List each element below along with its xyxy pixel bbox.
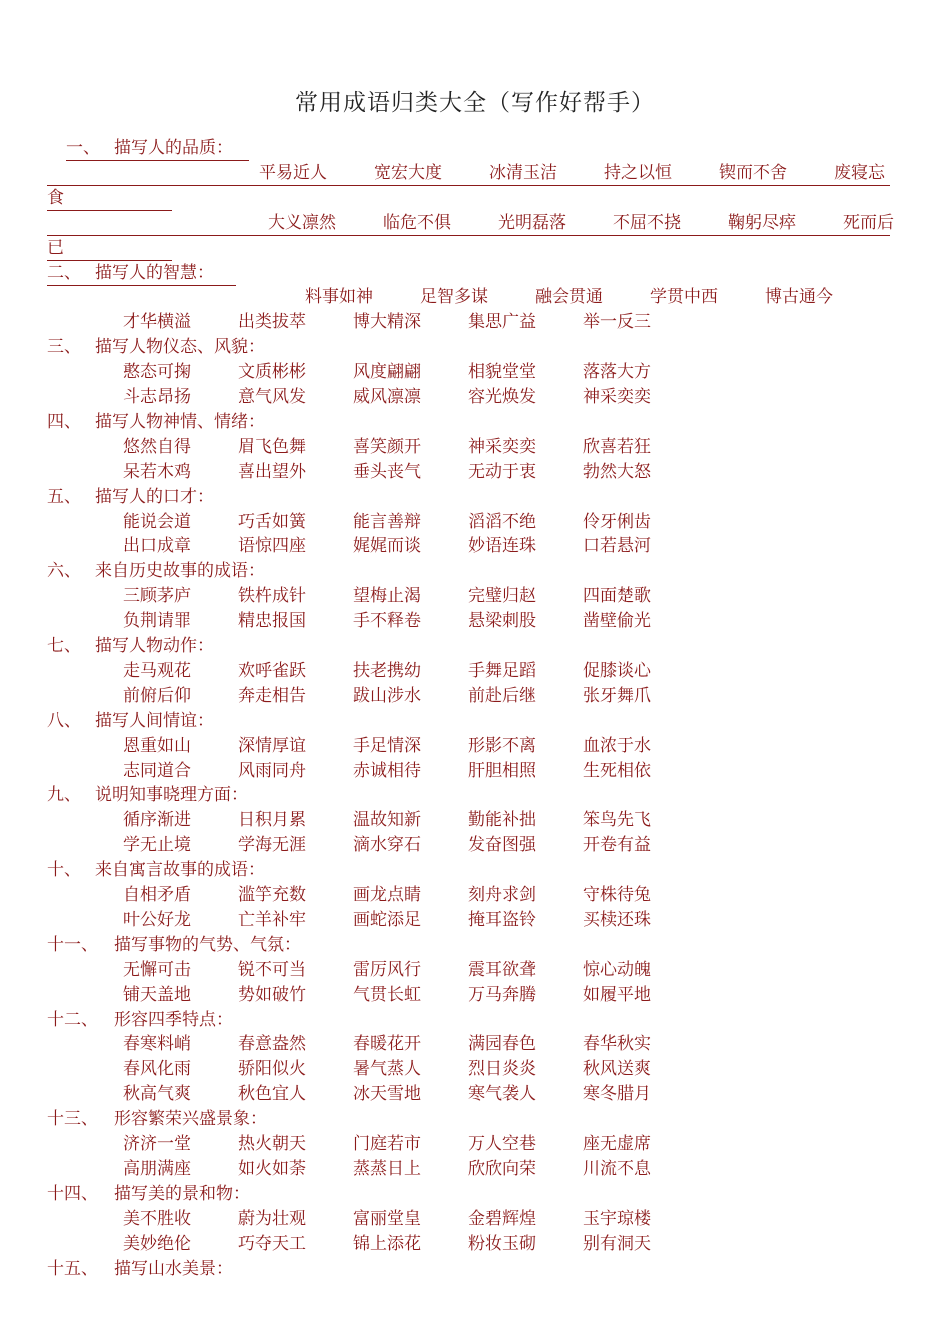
idiom: 垂头丧气: [353, 461, 421, 482]
idiom: 春暖花开: [353, 1034, 421, 1055]
idiom-row: [123, 734, 698, 758]
section-heading: [47, 783, 248, 807]
idiom-row: [123, 1132, 698, 1156]
section-number: 八、: [47, 710, 81, 731]
idiom: 料事如神: [305, 287, 373, 308]
idiom: 玉宇琼楼: [583, 1208, 651, 1229]
idiom: 手舞足蹈: [468, 660, 536, 681]
idiom: 春风化雨: [123, 1059, 191, 1080]
idiom: 春意盎然: [238, 1034, 306, 1055]
idiom: 发奋图强: [468, 835, 536, 856]
idiom: 志同道合: [123, 760, 191, 781]
idiom-row: [123, 659, 698, 683]
idiom: 博大精深: [353, 312, 421, 333]
idiom: 高朋满座: [123, 1158, 191, 1179]
idiom: 春寒料峭: [123, 1034, 191, 1055]
idiom: 买椟还珠: [583, 909, 651, 930]
idiom-row: [123, 808, 698, 832]
idiom: 呆若木鸡: [123, 461, 191, 482]
idiom: 血浓于水: [583, 735, 651, 756]
idiom-row: [123, 759, 698, 783]
section-heading: [47, 1008, 233, 1032]
idiom-row: [123, 510, 698, 534]
idiom: 眉飞色舞: [238, 436, 306, 457]
idiom: 光明磊落: [498, 212, 566, 233]
idiom-row: [123, 385, 698, 409]
section-number: 三、: [47, 337, 81, 358]
idiom: 秋风送爽: [583, 1059, 651, 1080]
idiom: 热火朝天: [238, 1134, 306, 1154]
idiom-row: [123, 584, 698, 608]
section-heading: [66, 136, 249, 161]
idiom: 足智多谋: [420, 287, 488, 308]
idiom-row: [47, 211, 894, 236]
idiom-row: [123, 360, 698, 384]
idiom-row: [123, 983, 698, 1007]
section-label: 来自寓言故事的成语：: [95, 860, 265, 881]
section-heading: [47, 485, 214, 509]
section-number: 十四、: [47, 1183, 98, 1204]
idiom: 美妙绝伦: [123, 1233, 191, 1254]
idiom: 憨态可掬: [123, 362, 191, 383]
idiom-row: [123, 609, 698, 633]
section-label: 描写人间情谊：: [95, 710, 214, 731]
idiom: 扶老携幼: [353, 660, 421, 681]
section-label: 说明知事晓理方面：: [95, 785, 248, 806]
section-heading: [47, 1182, 250, 1206]
idiom: 锲而不舍: [719, 162, 787, 183]
idiom: 走马观花: [123, 660, 191, 681]
idiom: 川流不息: [583, 1158, 651, 1179]
idiom: 满园春色: [468, 1034, 536, 1055]
idiom: 出口成章: [123, 536, 191, 557]
idiom: 斗志昂扬: [123, 387, 191, 407]
idiom: 开卷有益: [583, 835, 651, 856]
idiom: 才华横溢: [123, 312, 191, 333]
idiom: 喜出望外: [238, 461, 306, 482]
idiom: 勃然大怒: [583, 461, 651, 482]
section-heading: [47, 261, 236, 286]
idiom: 寒冬腊月: [583, 1084, 651, 1105]
idiom: 无动于衷: [468, 461, 536, 482]
idiom: 冰清玉洁: [489, 162, 557, 183]
idiom-row: [123, 1157, 698, 1181]
idiom: 蒸蒸日上: [353, 1158, 421, 1179]
idiom: 不屈不挠: [613, 212, 681, 233]
idiom: 举一反三: [583, 312, 651, 333]
idiom: 骄阳似火: [238, 1059, 306, 1080]
idiom: 悬梁刺股: [468, 611, 536, 632]
idiom: 鞠躬尽瘁: [728, 212, 796, 233]
idiom: 秋高气爽: [123, 1084, 191, 1105]
idiom: 如火如荼: [238, 1158, 306, 1179]
idiom-row: [123, 460, 698, 484]
section-label: 描写人的品质：: [114, 138, 233, 158]
idiom: 学贯中西: [650, 287, 718, 308]
idiom-row: [123, 883, 698, 907]
section-number: 十二、: [47, 1009, 98, 1030]
idiom: 威风凛凛: [353, 387, 421, 407]
idiom: 持之以恒: [604, 162, 672, 183]
section-heading: [47, 559, 265, 583]
idiom: 暑气蒸人: [353, 1059, 421, 1080]
idiom: 深情厚谊: [238, 735, 306, 756]
idiom: 温故知新: [353, 810, 421, 831]
idiom: 亡羊补牢: [238, 909, 306, 930]
section-number: 一、: [66, 138, 100, 158]
idiom: 巧夺天工: [238, 1233, 306, 1254]
idiom: 守株待兔: [583, 885, 651, 905]
idiom: 金碧辉煌: [468, 1208, 536, 1229]
idiom: 平易近人: [259, 162, 327, 183]
idiom: 锦上添花: [353, 1233, 421, 1254]
idiom: 集思广益: [468, 312, 536, 333]
idiom-row: [123, 684, 698, 708]
idiom: 风雨同舟: [238, 760, 306, 781]
idiom: 巧舌如簧: [238, 511, 306, 532]
idiom: 文质彬彬: [238, 362, 306, 383]
section-label: 描写人的口才：: [95, 486, 214, 507]
section-label: 描写山水美景：: [114, 1258, 233, 1279]
idiom: 万马奔腾: [468, 984, 536, 1005]
idiom-row: [47, 186, 172, 211]
idiom: 刻舟求剑: [468, 885, 536, 905]
idiom: 富丽堂皇: [353, 1208, 421, 1229]
section-heading: [47, 1107, 267, 1131]
idiom: 神采奕奕: [468, 436, 536, 457]
section-heading: [47, 335, 265, 359]
section-label: 描写人物动作：: [95, 636, 214, 656]
idiom: 雷厉风行: [353, 959, 421, 980]
idiom: 济济一堂: [123, 1134, 191, 1154]
section-label: 形容四季特点：: [114, 1009, 233, 1030]
idiom: 滥竽充数: [238, 885, 306, 905]
idiom: 口若悬河: [583, 536, 651, 557]
idiom-row: [123, 908, 698, 932]
section-number: 四、: [47, 411, 81, 432]
idiom: 学无止境: [123, 835, 191, 856]
idiom: 大义凛然: [268, 212, 336, 233]
idiom: 负荆请罪: [123, 611, 191, 632]
idiom: 妙语连珠: [468, 536, 536, 557]
idiom: 座无虚席: [583, 1134, 651, 1154]
section-number: 十、: [47, 860, 81, 881]
section-label: 描写人的智慧：: [95, 262, 214, 283]
idiom: 手不释卷: [353, 611, 421, 632]
section-number: 十一、: [47, 934, 98, 955]
section-heading: [47, 858, 265, 882]
section-number: 十五、: [47, 1258, 98, 1279]
section-label: 来自历史故事的成语：: [95, 561, 265, 582]
idiom: 跋山涉水: [353, 685, 421, 706]
section-number: 五、: [47, 486, 81, 507]
idiom: 寒气袭人: [468, 1084, 536, 1105]
idiom-row: [47, 236, 172, 261]
idiom: 欣喜若狂: [583, 436, 651, 457]
idiom: 精忠报国: [238, 611, 306, 632]
section-heading: [47, 933, 301, 957]
idiom: 笨鸟先飞: [583, 810, 651, 831]
idiom: 伶牙俐齿: [583, 511, 651, 532]
section-number: 六、: [47, 561, 81, 582]
idiom-row: [123, 310, 698, 334]
idiom-row: [123, 1057, 698, 1081]
idiom-row: [123, 833, 698, 857]
idiom: 学海无涯: [238, 835, 306, 856]
idiom-row: [123, 435, 698, 459]
idiom: 形影不离: [468, 735, 536, 756]
idiom: 临危不俱: [383, 212, 451, 233]
idiom: 能言善辩: [353, 511, 421, 532]
idiom: 奔走相告: [238, 685, 306, 706]
idiom: 画蛇添足: [353, 909, 421, 930]
idiom: 喜笑颜开: [353, 436, 421, 457]
idiom-row: [123, 1207, 698, 1231]
idiom-row: [305, 285, 880, 309]
idiom: 气贯长虹: [353, 984, 421, 1005]
idiom: 欣欣向荣: [468, 1158, 536, 1179]
idiom: 日积月累: [238, 810, 306, 831]
idiom: 循序渐进: [123, 810, 191, 831]
idiom: 勤能补拙: [468, 810, 536, 831]
section-number: 九、: [47, 785, 81, 806]
idiom: 容光焕发: [468, 387, 536, 407]
idiom: 融会贯通: [535, 287, 603, 308]
idiom: 出类拔萃: [238, 312, 306, 333]
idiom: 废寝忘: [834, 162, 885, 183]
idiom: 别有洞天: [583, 1233, 651, 1254]
idiom: 四面楚歌: [583, 586, 651, 607]
section-number: 二、: [47, 262, 81, 283]
section-heading: [47, 410, 265, 434]
section-number: 七、: [47, 636, 81, 656]
idiom: 凿壁偷光: [583, 611, 651, 632]
idiom-row: [123, 534, 698, 558]
idiom: 美不胜收: [123, 1208, 191, 1229]
idiom: 生死相依: [583, 760, 651, 781]
section-heading: [47, 634, 214, 658]
idiom: 神采奕奕: [583, 387, 651, 407]
section-label: 描写人物仪态、风貌：: [95, 337, 265, 358]
section-label: 描写人物神情、情绪：: [95, 411, 265, 432]
idiom: 蔚为壮观: [238, 1208, 306, 1229]
idiom: 万人空巷: [468, 1134, 536, 1154]
idiom: 震耳欲聋: [468, 959, 536, 980]
idiom: 完璧归赵: [468, 586, 536, 607]
idiom: 语惊四座: [238, 536, 306, 557]
idiom: 冰天雪地: [353, 1084, 421, 1105]
idiom-row: [123, 958, 698, 982]
idiom: 风度翩翩: [353, 362, 421, 383]
idiom: 能说会道: [123, 511, 191, 532]
idiom: 前赴后继: [468, 685, 536, 706]
idiom: 门庭若市: [353, 1134, 421, 1154]
idiom: 如履平地: [583, 984, 651, 1005]
idiom: 意气风发: [238, 387, 306, 407]
idiom-row: [123, 1032, 698, 1056]
idiom: 博古通今: [765, 287, 833, 308]
idiom: 欢呼雀跃: [238, 660, 306, 681]
idiom: 烈日炎炎: [468, 1059, 536, 1080]
idiom-row: [123, 1082, 698, 1106]
section-label: 描写美的景和物：: [114, 1183, 250, 1204]
idiom-row: [47, 161, 890, 186]
idiom: 自相矛盾: [123, 885, 191, 905]
section-label: 形容繁荣兴盛景象：: [114, 1109, 267, 1130]
idiom: 相貌堂堂: [468, 362, 536, 383]
page-title: 常用成语归类大全（写作好帮手）: [295, 90, 655, 116]
idiom: 食: [47, 187, 64, 208]
idiom-row: [123, 1232, 698, 1256]
idiom: 赤诚相待: [353, 760, 421, 781]
idiom: 肝胆相照: [468, 760, 536, 781]
idiom: 滔滔不绝: [468, 511, 536, 532]
idiom: 三顾茅庐: [123, 586, 191, 607]
idiom: 秋色宜人: [238, 1084, 306, 1105]
section-number: 十三、: [47, 1109, 98, 1130]
idiom: 铺天盖地: [123, 984, 191, 1005]
idiom: 死而后: [843, 212, 894, 233]
idiom: 粉妆玉砌: [468, 1233, 536, 1254]
idiom: 前俯后仰: [123, 685, 191, 706]
idiom: 滴水穿石: [353, 835, 421, 856]
idiom: 锐不可当: [238, 959, 306, 980]
idiom: 叶公好龙: [123, 909, 191, 930]
idiom: 惊心动魄: [583, 959, 651, 980]
idiom: 春华秋实: [583, 1034, 651, 1055]
idiom: 落落大方: [583, 362, 651, 383]
idiom: 望梅止渴: [353, 586, 421, 607]
idiom: 手足情深: [353, 735, 421, 756]
idiom: 已: [47, 237, 64, 258]
section-label: 描写事物的气势、气氛：: [114, 934, 301, 955]
idiom: 画龙点睛: [353, 885, 421, 905]
idiom: 势如破竹: [238, 984, 306, 1005]
idiom: 悠然自得: [123, 436, 191, 457]
section-heading: [47, 1257, 233, 1281]
section-heading: [47, 709, 214, 733]
idiom: 掩耳盗铃: [468, 909, 536, 930]
idiom: 娓娓而谈: [353, 536, 421, 557]
idiom: 铁杵成针: [238, 586, 306, 607]
idiom: 张牙舞爪: [583, 685, 651, 706]
idiom: 恩重如山: [123, 735, 191, 756]
idiom: 无懈可击: [123, 959, 191, 980]
idiom: 宽宏大度: [374, 162, 442, 183]
idiom: 促膝谈心: [583, 660, 651, 681]
